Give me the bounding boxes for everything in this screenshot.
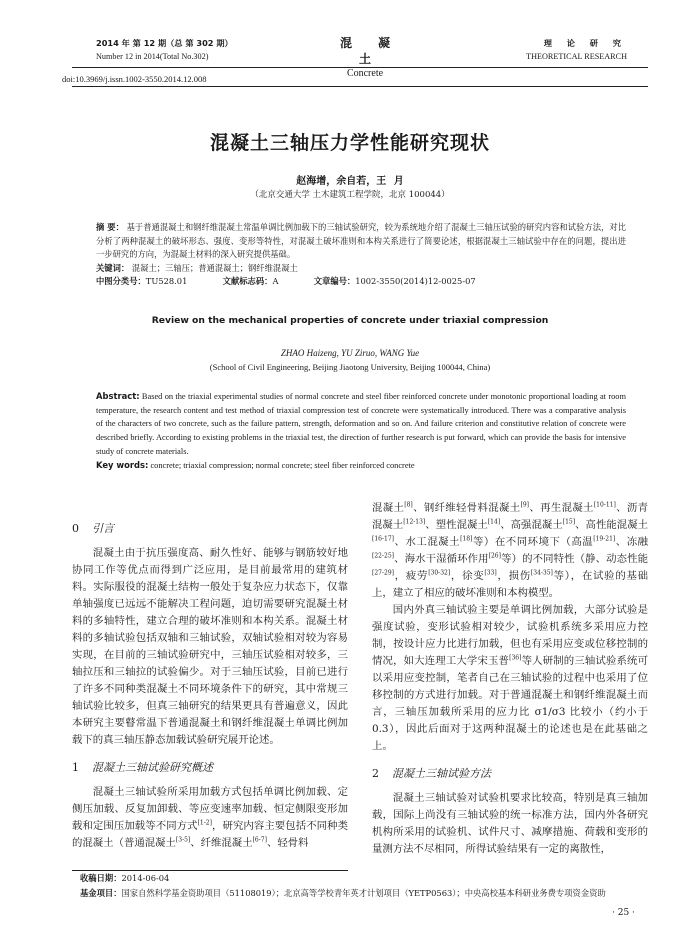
right-paragraph-2: 国内外真三轴试验主要是单调比例加载，大部分试验是强度试验，变形试验相对较少，试验机系统多采用应力控制，按设计应力比进行加载，但也有采用应变或位移控制的情况，如大连理工大学宋玉普[36]等人研制的三轴试验系统可以采用应变控制，笔者自己在三轴试验的过程中也采用了位移控制的方式进行加载。对于普通混凝土和钢纤维混凝土而言，三轴压加载所采用的应力比 σ1/σ3 比较小（约小于 0.3），因此后面对于这两种混凝土的论述也是在此基础之上。	[372, 604, 648, 752]
english-title: Review on the mechanical properties of concrete under triaxial compression	[151, 315, 549, 326]
running-header-issue	[96, 37, 233, 63]
section-0-number: 0	[72, 522, 79, 535]
right-paragraph-1: 混凝土[8]、钢纤维轻骨料混凝土[9]、再生混凝土[10-11]、沥青混凝土[12-13]、塑性混凝土[14]、高强混凝土[15]、高性能混凝土[16-17]、水工混凝土[18]等）在不同环境下（高温[19-21]、冻融[22-25]、海水干湿循环作用[26]等）的不同特性（静、动态性能[27-29]，疲劳[30-32]，徐变[33]，损伤[34-35]等），在试验的基础上，建立了相应的破坏准则和本构模型。	[372, 501, 649, 599]
body-column-right	[372, 500, 648, 858]
article-no-value: 1002-3550(2014)12-0025-07	[355, 276, 476, 286]
affiliation: （北京交通大学 土木建筑工程学院，北京 100044）	[250, 190, 450, 200]
abstract-en-label: Abstract:	[96, 391, 140, 401]
header-rule	[72, 67, 648, 68]
abstract-cn	[96, 221, 626, 289]
english-affiliation: (School of Civil Engineering, Beijing Jiaotong University, Beijing 100044, China)	[209, 362, 491, 372]
received-label: 收稿日期：	[80, 873, 122, 883]
abstract-en-text: Based on the triaxial experimental studies of normal concrete and steel fiber reinforced concrete under monotonic proportional loading at room temperature, the research content and test method of triaxial compression test of concrete were systematically introduced. There was a comparative analysis of the characters of two concrete, such as the failure pattern, strength, deformation and so on. And failure criterion and constitutive relation of concrete were described briefly. According to existing problems in the triaxial test, the direction of further research is put forward, which can provide the basis for intensive study of concrete materials.	[96, 392, 627, 456]
funding	[80, 887, 640, 899]
english-authors: ZHAO Haizeng, YU Ziruo, WANG Yue	[280, 348, 420, 358]
keywords-cn	[96, 262, 626, 276]
section-2-title: 混凝土三轴试验方法	[392, 767, 491, 780]
section-2-heading	[372, 765, 648, 782]
running-header-journal	[310, 35, 420, 80]
paper-title: 混凝土三轴压力学性能研究现状	[209, 132, 490, 154]
keywords-en-text: concrete; triaxial compression; normal concrete; steel fiber reinforced concrete	[150, 460, 415, 470]
page-number: · 25 ·	[612, 908, 635, 918]
keywords-cn-label: 关键词：	[96, 262, 130, 273]
section-2-paragraph: 混凝土三轴试验对试验机要求比较高，特别是真三轴加载，国际上尚没有三轴试验的统一标准方法，国内外各研究机构所采用的试验机、试件尺寸、减摩措施、荷载和变形的量测方法不尽相同，所得试验结果有一定的离散性，	[372, 792, 648, 855]
issue-en: Number 12 in 2014(Total No.302)	[96, 52, 209, 61]
section-0-heading	[72, 520, 348, 537]
doc-code-label: 文献标志码：	[222, 276, 273, 286]
fund-label: 基金项目：	[80, 888, 122, 898]
section-1-paragraph: 混凝土三轴试验所采用加载方式包括单调比例加载、定侧压加载、反复加卸载、等应变速率加载、恒定侧限变形加载和定围压加载等不同方式[1-2]，研究内容主要包括不同种类的混凝土（普通混凝土[3-5]、纤维混凝土[6-7]、轻骨料	[72, 786, 348, 849]
article-no-label: 文章编号：	[313, 276, 356, 286]
abstract-cn-text: 基于普通混凝土和钢纤维混凝土常温单调比例加载下的三轴试验研究，较为系统地介绍了混凝土三轴压试验的研究内容和试验方法，对比分析了两种混凝土的破坏形态、强度、变形等特性，对混凝土破坏准则和本构关系进行了简要论述，根据混凝土三轴试验中存在的问题，提出进一步研究的方向，为混凝土材料的深入研究提供基础。	[96, 222, 626, 259]
section-1-heading	[72, 759, 348, 776]
received-date	[80, 872, 169, 884]
abstract-cn-label: 摘 要：	[96, 222, 124, 232]
running-header-section	[480, 37, 627, 63]
classification-row	[96, 275, 626, 289]
keywords-en	[96, 459, 626, 473]
doi: doi:10.3969/j.issn.1002-3550.2014.12.008	[62, 74, 207, 84]
body-column-left	[72, 510, 348, 852]
authors: 赵海增，余自若，王 月	[296, 176, 404, 187]
clc-value: TU528.01	[145, 276, 188, 286]
received-value: 2014-06-04	[121, 873, 170, 883]
footnote-rule	[72, 870, 348, 871]
section-cn: 理 论 研 究	[543, 38, 627, 48]
abstract-en	[96, 390, 626, 472]
section-2-number: 2	[372, 767, 379, 780]
section-1-title: 混凝土三轴试验研究概述	[92, 761, 213, 774]
journal-en: Concrete	[346, 68, 384, 79]
keywords-en-label: Key words:	[96, 459, 149, 470]
section-0-paragraph: 混凝土由于抗压强度高、耐久性好、能够与钢筋较好地协同工作等优点而得到广泛应用，是目前最常用的建筑材料。实际服役的混凝土结构一般处于复杂应力状态下，仅靠单轴强度已远远不能解决工程问题，迫切需要研究混凝土材料的多轴特性，建立合理的破坏准则和本构关系。混凝土材料的多轴试验包括双轴和三轴试验，双轴试验相对较为容易实现，在目前的三轴试验研究中，三轴压试验相对较多，三轴拉压和三轴拉的试验偏少。对于三轴压试验，目前已进行了许多不同种类混凝土不同环境条件下的研究，其中常规三轴试验比较多，但真三轴研究的结果更具有普遍意义，因此本研究主要瞽常温下普通混凝土和钢纤维混凝土单调比例加载下的真三轴压静态加载试验研究展开论述。	[72, 547, 348, 746]
section-0-title: 引言	[92, 522, 114, 535]
section-en: THEORETICAL RESEARCH	[526, 52, 627, 61]
doc-code-value: A	[272, 276, 279, 286]
clc-label: 中图分类号：	[96, 276, 146, 286]
section-1-number: 1	[72, 761, 79, 774]
doi-rule	[72, 86, 648, 87]
keywords-cn-text: 混凝土；三轴压；普通混凝土；钢纤维混凝土	[131, 262, 298, 273]
issue-cn: 2014 年 第 12 期（总 第 302 期）	[96, 38, 233, 48]
fund-value: 国家自然科学基金资助项目（51108019）；北京高等学校青年英才计划项目（YETP0563）；中央高校基本科研业务费专项资金资助	[121, 888, 606, 898]
journal-cn: 混凝土	[339, 36, 416, 66]
